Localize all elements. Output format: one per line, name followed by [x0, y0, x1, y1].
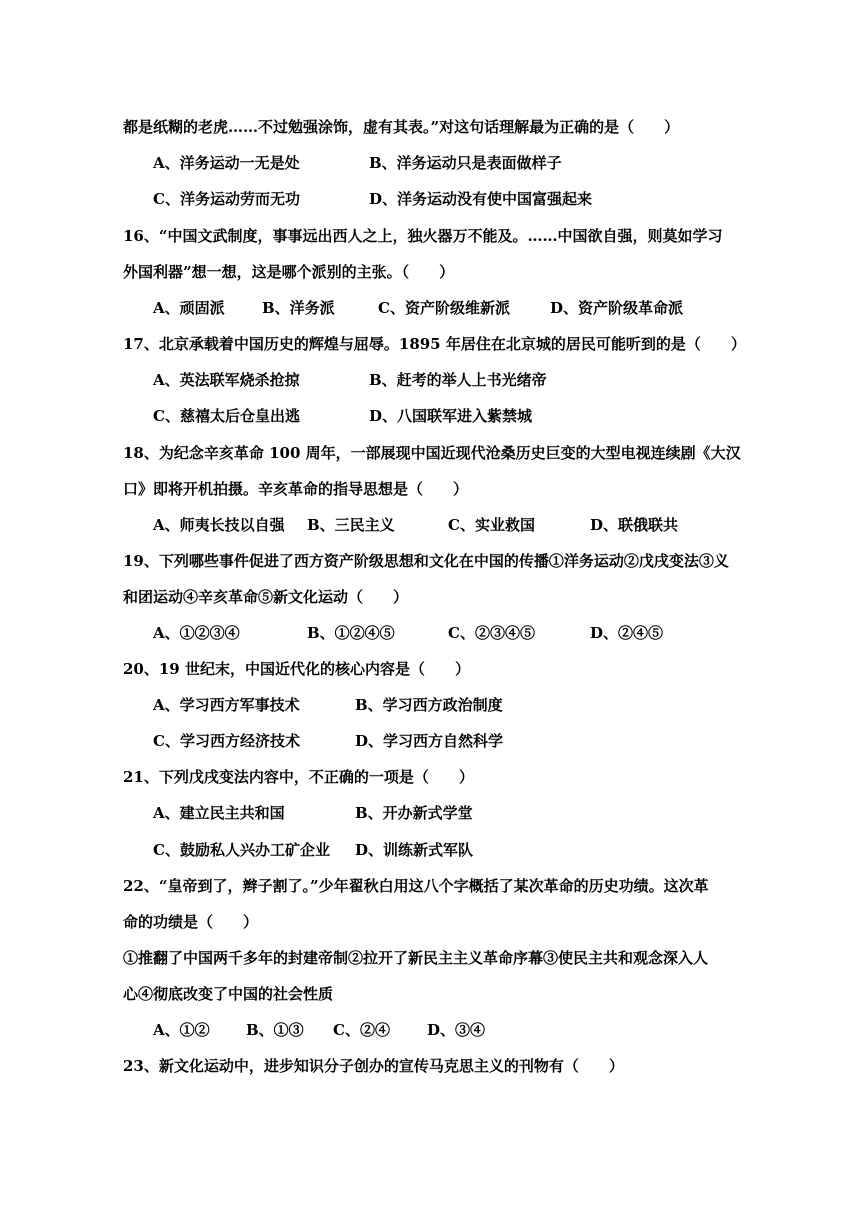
question-16-option-a: A、顽固派	[153, 299, 225, 317]
question-21-option-a: A、建立民主共和国	[153, 804, 285, 822]
question-15-option-c: C、洋务运动劳而无功	[153, 190, 300, 208]
question-19-option-b: B、①②④⑤	[307, 624, 395, 642]
question-15-option-d: D、洋务运动没有使中国富强起来	[369, 190, 593, 208]
question-15-option-a: A、洋务运动一无是处	[153, 154, 300, 172]
question-21-option-b: B、开办新式学堂	[355, 804, 473, 822]
question-16-text-line-1: 16、“中国文武制度，事事远出西人之上，独火器万不能及。……中国欲自强，则莫如学习	[123, 227, 723, 245]
question-20-option-a: A、学习西方军事技术	[153, 696, 300, 714]
question-16-option-c: C、资产阶级维新派	[378, 299, 510, 317]
question-18-text-line-1: 18、为纪念辛亥革命 100 周年，一部展现中国近现代沧桑历史巨变的大型电视连续剧《大汉	[123, 444, 741, 462]
question-20-option-d: D、学习西方自然科学	[355, 732, 504, 750]
question-18-text-line-2: 口》即将开机拍摄。辛亥革命的指导思想是（ ）	[123, 480, 469, 498]
question-18-option-a: A、师夷长技以自强	[153, 516, 285, 534]
question-17-option-c: C、慈禧太后仓皇出逃	[153, 407, 300, 425]
question-15-option-b: B、洋务运动只是表面做样子	[369, 154, 562, 172]
question-19-text-line-1: 19、下列哪些事件促进了西方资产阶级思想和文化在中国的传播①洋务运动②戊戌变法③义	[123, 552, 729, 570]
question-22-text-line-2: 命的功绩是（ ）	[123, 913, 259, 931]
question-21-option-c: C、鼓励私人兴办工矿企业	[153, 841, 330, 859]
question-22-text-line-4: 心④彻底改变了中国的社会性质	[123, 985, 334, 1003]
question-18-option-c: C、实业救国	[448, 516, 535, 534]
question-22-option-d: D、③④	[427, 1021, 486, 1039]
question-22-option-b: B、①③	[246, 1021, 304, 1039]
question-22-text-line-1: 22、“皇帝到了，辫子割了。”少年翟秋白用这八个字概括了某次革命的历史功绩。这次革	[123, 877, 709, 895]
question-21-option-d: D、训练新式军队	[355, 841, 474, 859]
question-20-option-b: B、学习西方政治制度	[355, 696, 503, 714]
question-16-option-d: D、资产阶级革命派	[550, 299, 684, 317]
question-21-text-line-1: 21、下列戊戌变法内容中，不正确的一项是（ ）	[123, 768, 474, 786]
question-17-option-d: D、八国联军进入紫禁城	[369, 407, 533, 425]
question-22-text-line-3: ①推翻了中国两千多年的封建帝制②拉开了新民主主义革命序幕③使民主共和观念深入人	[123, 949, 709, 967]
question-16-option-b: B、洋务派	[262, 299, 335, 317]
question-19-option-d: D、②④⑤	[590, 624, 664, 642]
question-19-option-c: C、②③④⑤	[448, 624, 535, 642]
question-15-continuation: 都是纸糊的老虎……不过勉强涂饰，虚有其表。”对这句话理解最为正确的是（ ）	[123, 118, 680, 136]
question-18-option-b: B、三民主义	[307, 516, 395, 534]
question-19-text-line-2: 和团运动④辛亥革命⑤新文化运动（ ）	[123, 588, 409, 606]
question-20-text-line-1: 20、19 世纪末，中国近代化的核心内容是（ ）	[123, 660, 470, 678]
question-23-text-line-1: 23、新文化运动中，进步知识分子创办的宣传马克思主义的刊物有（ ）	[123, 1057, 624, 1075]
question-22-option-c: C、②④	[333, 1021, 390, 1039]
question-17-text-line-1: 17、北京承载着中国历史的辉煌与屈辱。1895 年居住在北京城的居民可能听到的是（ ）	[123, 335, 746, 353]
question-17-option-a: A、英法联军烧杀抢掠	[153, 371, 300, 389]
question-17-option-b: B、赶考的举人上书光绪帝	[369, 371, 547, 389]
question-20-option-c: C、学习西方经济技术	[153, 732, 300, 750]
question-16-text-line-2: 外国利器”想一想，这是哪个派别的主张。（ ）	[123, 263, 455, 281]
question-22-option-a: A、①②	[153, 1021, 210, 1039]
question-18-option-d: D、联俄联共	[590, 516, 679, 534]
question-19-option-a: A、①②③④	[153, 624, 240, 642]
